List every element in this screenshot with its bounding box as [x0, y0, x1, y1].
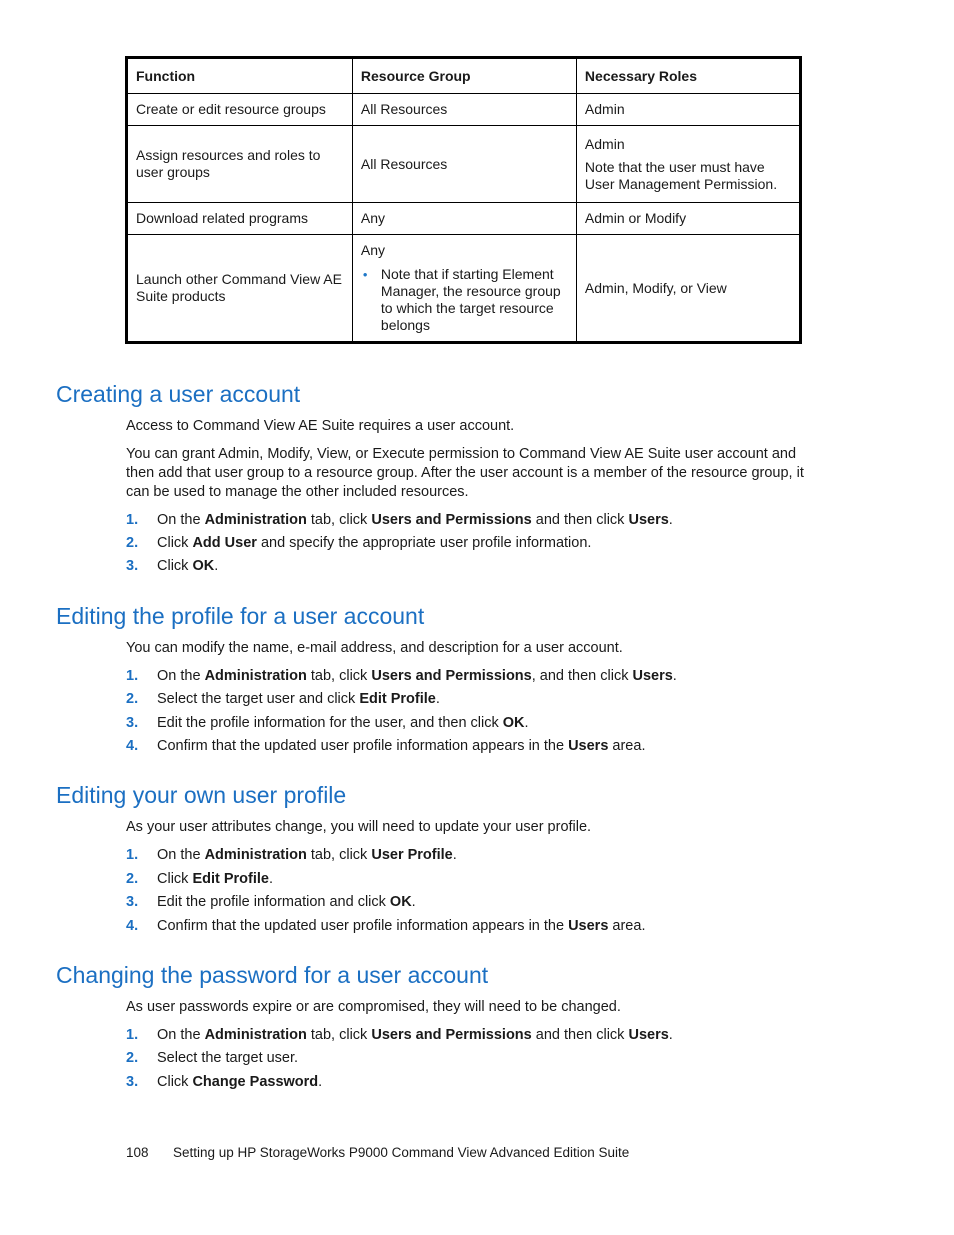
- ui-term: Edit Profile: [359, 691, 436, 707]
- roles-table: [125, 56, 802, 344]
- step-number: 1.: [126, 668, 139, 684]
- step-text: Select the target user and click Edit Profile.: [157, 691, 440, 707]
- step-number: 3.: [126, 715, 139, 731]
- step-item: [126, 534, 806, 553]
- ui-term: OK: [389, 894, 412, 910]
- ui-term: Users and Permissions: [371, 1027, 532, 1043]
- bullet-icon: •: [362, 267, 368, 282]
- step-text: Click Add User and specify the appropriate user profile information.: [157, 535, 592, 551]
- cell-resource: All Resources: [352, 94, 576, 126]
- step-item: [126, 917, 806, 936]
- section-heading-editing-own-profile: Editing your own user profile: [56, 782, 347, 808]
- step-number: 1.: [126, 1027, 139, 1043]
- resource-value: Any: [360, 242, 386, 258]
- ui-term: OK: [502, 715, 525, 731]
- paragraph: You can grant Admin, Modify, View, or Execute permission to Command View AE Suite user account and then add that user group to a resource group. After the user account is a member of the resource group, it can be used to manage the other included resources.: [126, 446, 804, 500]
- step-item: [126, 846, 806, 865]
- cell-function: Launch other Command View AE Suite products: [127, 235, 353, 343]
- cell-roles: Admin, Modify, or View: [576, 235, 800, 343]
- step-item: [126, 557, 806, 576]
- step-text: Edit the profile information for the user, and then click OK.: [157, 715, 529, 731]
- header-necessary-roles: Necessary Roles: [576, 58, 800, 94]
- step-number: 2.: [126, 691, 139, 707]
- cell-function: Download related programs: [127, 203, 353, 235]
- step-text: Click Edit Profile.: [157, 871, 274, 887]
- roles-note: Note that the user must have User Management Permission.: [584, 158, 778, 192]
- paragraph: Access to Command View AE Suite requires a user account.: [126, 418, 515, 434]
- step-text: On the Administration tab, click Users and Permissions and then click Users.: [157, 1027, 673, 1043]
- cell-roles: Admin or Modify: [576, 203, 800, 235]
- cell-resource: [352, 235, 576, 343]
- step-number: 2.: [126, 535, 139, 551]
- step-text: Click Change Password.: [157, 1074, 323, 1090]
- step-text: On the Administration tab, click User Profile.: [157, 847, 457, 863]
- table-row: [127, 126, 801, 203]
- cell-resource: Any: [352, 203, 576, 235]
- footer-title: Setting up HP StorageWorks P9000 Command View Advanced Edition Suite: [173, 1145, 630, 1160]
- bullet-text: Note that if starting Element Manager, the resource group to which the target resource belongs: [380, 266, 561, 333]
- step-item: [126, 1073, 806, 1092]
- cell-function: Assign resources and roles to user groups: [127, 126, 353, 203]
- ui-term: Administration: [204, 1027, 307, 1043]
- ui-term: Users: [568, 918, 609, 934]
- header-resource-group: Resource Group: [352, 58, 576, 94]
- step-text: On the Administration tab, click Users and Permissions, and then click Users.: [157, 668, 677, 684]
- page-number: 108: [126, 1145, 149, 1160]
- step-text: Select the target user.: [157, 1050, 299, 1066]
- step-number: 2.: [126, 1050, 139, 1066]
- step-item: [126, 737, 806, 756]
- step-text: Confirm that the updated user profile information appears in the Users area.: [157, 738, 646, 754]
- step-number: 3.: [126, 558, 139, 574]
- step-item: [126, 690, 806, 709]
- page-footer: [126, 1145, 629, 1160]
- header-function: Function: [127, 58, 353, 94]
- section-heading-editing-profile: Editing the profile for a user account: [56, 603, 425, 629]
- section-heading-creating-user-account: Creating a user account: [56, 381, 301, 407]
- step-number: 1.: [126, 512, 139, 528]
- table-row: [127, 203, 801, 235]
- step-text: On the Administration tab, click Users and Permissions and then click Users.: [157, 512, 673, 528]
- ui-term: Users: [632, 668, 673, 684]
- step-item: [126, 714, 806, 733]
- step-item: [126, 870, 806, 889]
- ui-term: Users and Permissions: [371, 668, 532, 684]
- paragraph: As user passwords expire or are compromised, they will need to be changed.: [126, 999, 621, 1015]
- table-row: [127, 235, 801, 343]
- table-header-row: [127, 58, 801, 94]
- step-number: 3.: [126, 1074, 139, 1090]
- ui-term: Change Password: [192, 1074, 319, 1090]
- step-text: Click OK.: [157, 558, 219, 574]
- step-item: [126, 1049, 806, 1068]
- ui-term: Users: [628, 1027, 669, 1043]
- ui-term: Edit Profile: [192, 871, 269, 887]
- bullet-item: [361, 266, 568, 334]
- ui-term: Users: [628, 512, 669, 528]
- ui-term: Administration: [204, 847, 307, 863]
- ui-term: Add User: [192, 535, 257, 551]
- step-item: [126, 667, 806, 686]
- cell-resource: All Resources: [352, 126, 576, 203]
- ui-term: Administration: [204, 512, 307, 528]
- step-number: 1.: [126, 847, 139, 863]
- paragraph: As your user attributes change, you will need to update your user profile.: [126, 819, 592, 835]
- roles-value: Admin: [584, 135, 625, 152]
- paragraph: You can modify the name, e-mail address, and description for a user account.: [126, 640, 623, 656]
- step-item: [126, 511, 806, 530]
- step-text: Confirm that the updated user profile information appears in the Users area.: [157, 918, 646, 934]
- ui-term: User Profile: [371, 847, 453, 863]
- cell-function: Create or edit resource groups: [127, 94, 353, 126]
- step-item: [126, 893, 806, 912]
- table-row: [127, 94, 801, 126]
- step-number: 4.: [126, 918, 139, 934]
- step-number: 4.: [126, 738, 139, 754]
- ui-term: Administration: [204, 668, 307, 684]
- step-number: 2.: [126, 871, 139, 887]
- cell-roles: Admin: [576, 94, 800, 126]
- section-heading-changing-password: Changing the password for a user account: [56, 962, 489, 988]
- ui-term: OK: [192, 558, 215, 574]
- ui-term: Users and Permissions: [371, 512, 532, 528]
- ui-term: Users: [568, 738, 609, 754]
- step-item: [126, 1026, 806, 1045]
- cell-roles: [576, 126, 800, 203]
- step-text: Edit the profile information and click OK.: [157, 894, 416, 910]
- step-number: 3.: [126, 894, 139, 910]
